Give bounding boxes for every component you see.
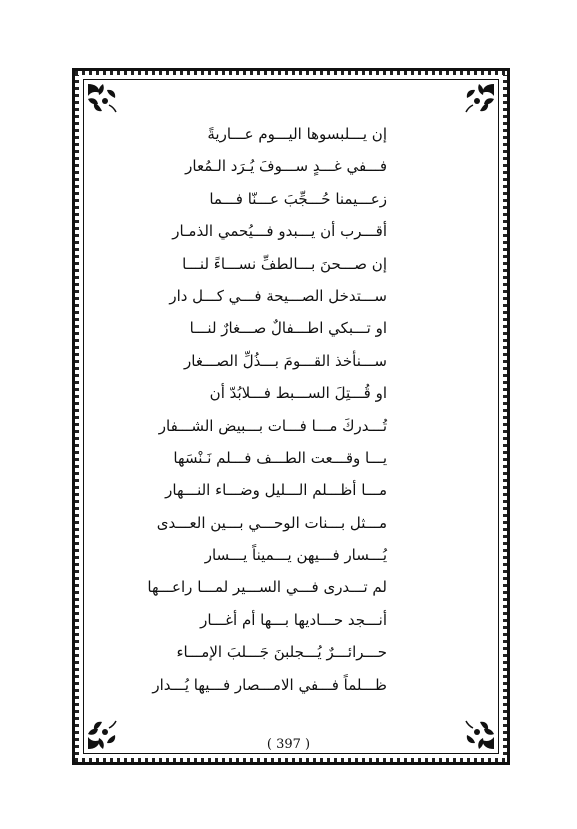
verse-line: مـــا أظـــلم الـــليل وضـــاء النـــهار [165,481,387,500]
verse-line: ســـنأخذ القـــومَ بـــذُلِّ الصـــغار [184,351,387,370]
verse-line: تُـــدركَ مـــا فـــات بـــبيض الشـــفار [158,416,387,435]
verse-line: يـــا وقـــعت الطـــف فـــلم نَـنْسَها [173,448,387,467]
verse-line: أنـــجد حـــاديها بـــها أم أغـــار [200,610,387,629]
verse-line: ســـتدخل الصـــيحة فـــي كـــل دار [169,286,387,305]
verse-line: او قُـــتِلَ الســـبط فـــلابُدّ أن [209,384,387,403]
floral-corner-ornament-icon [85,81,119,115]
poem-text [147,118,387,701]
page-number: ( 397 ) [266,737,311,752]
floral-corner-ornament-icon [463,81,497,115]
verse-line: زعـــيمنا حُـــجِّبَ عـــنّا فـــما [209,189,387,208]
verse-line: إن يـــلبسوها اليـــوم عـــاريةً [207,125,387,143]
verse-line: أقـــرب أن يـــبدو فـــيُحمي الذمـار [172,222,387,241]
verse-line: حـــرائـــرٌ يُـــجلبنَ جَـــلبَ الإمـــاء [176,643,387,662]
verse-line: او تـــبكي اطـــفالٌ صـــغارٌ لنـــا [189,319,387,338]
verse-line: مـــثل بـــنات الوحـــي بـــين العـــدى [156,513,387,532]
verse-line: فـــفي غـــدٍ ســـوفَ يُـرَد الـمُعار [185,157,387,176]
verse-line: إن صـــحنَ بـــالطفِّ نســـاءً لنـــا [182,254,387,273]
verse-line: ظـــلماً فـــفي الامـــصار فـــيها يُـــدار [152,675,387,694]
verse-line: يُـــسار فـــيهن يـــميناً يـــسار [204,546,387,565]
verse-line: لم تـــدرى فـــي الســـير لمـــا راعـــها [147,578,387,597]
